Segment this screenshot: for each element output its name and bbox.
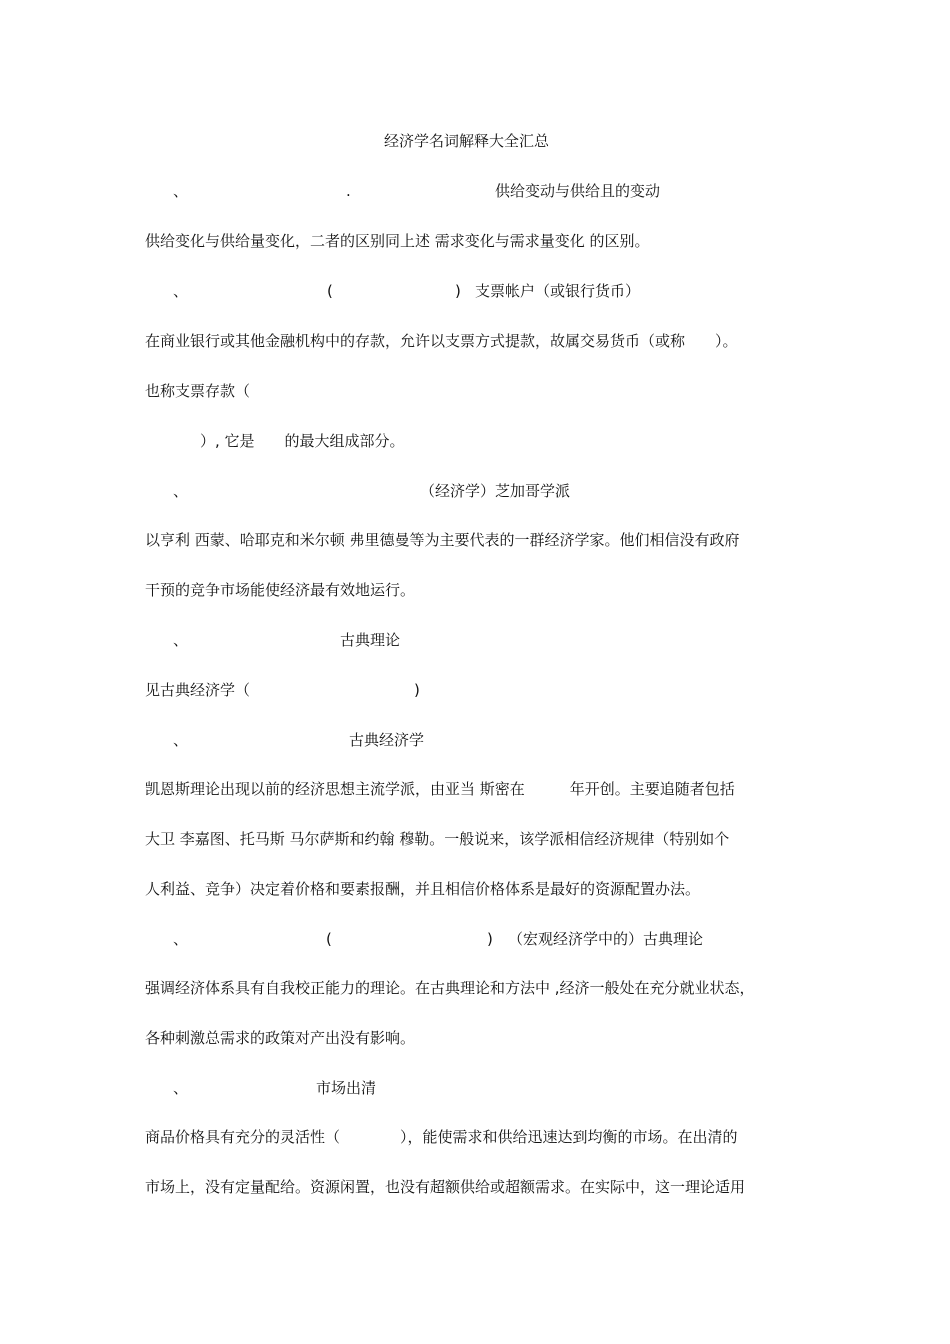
entry-body-line: 以亨利 西蒙、哈耶克和米尔顿 弗里德曼等为主要代表的一群经济学家。他们相信没有政府 xyxy=(145,531,740,549)
entry-body-line: 大卫 李嘉图、托马斯 马尔萨斯和约翰 穆勒。一般说来，该学派相信经济规律（特别如个 xyxy=(145,830,730,848)
entry-body-line: 各种刺激总需求的政策对产出没有影响。 xyxy=(145,1029,416,1047)
entry-close-paren: ) xyxy=(487,930,493,948)
entry-marker: 、 xyxy=(173,282,189,300)
entry-body-line: 商品价格具有充分的灵活性（ ），能使需求和供给迅速达到均衡的市场。在出清的 xyxy=(145,1128,738,1146)
entry-body-line: 也称支票存款（ xyxy=(145,382,251,400)
entry-body-line: 强调经济体系具有自我校正能力的理论。在古典理论和方法中 ,经济一般处在充分就业状态， xyxy=(145,979,755,997)
entry-marker: 、 xyxy=(173,482,189,500)
entry-term: 古典理论 xyxy=(340,631,401,649)
document-title: 经济学名词解释大全汇总 xyxy=(384,132,550,150)
entry-close-paren: ) xyxy=(414,681,420,699)
entry-term: 市场出清 xyxy=(316,1079,377,1097)
entry-marker: 、 xyxy=(173,1079,189,1097)
entry-marker: 、 xyxy=(173,631,189,649)
entry-body-line: 在商业银行或其他金融机构中的存款，允许以支票方式提款，故属交易货币（或称 ）。 xyxy=(145,332,738,350)
entry-body-line: 见古典经济学（ xyxy=(145,681,251,699)
entry-term: 支票帐户（或银行货币） xyxy=(475,282,641,300)
entry-dot: . xyxy=(346,182,351,200)
entry-body-line: 干预的竞争市场能使经济最有效地运行。 xyxy=(145,581,416,599)
entry-body-line: 市场上，没有定量配给。资源闲置，也没有超额供给或超额需求。在实际中，这一理论适用 xyxy=(145,1178,746,1196)
entry-open-paren: ( xyxy=(327,282,333,300)
entry-body-line: 凯恩斯理论出现以前的经济思想主流学派，由亚当 斯密在 年开创。主要追随者包括 xyxy=(145,780,735,798)
entry-close-paren: ) xyxy=(455,282,461,300)
entry-marker: 、 xyxy=(173,930,189,948)
entry-term: （经济学）芝加哥学派 xyxy=(420,482,571,500)
entry-open-paren: ( xyxy=(326,930,332,948)
entry-marker: 、 xyxy=(173,731,189,749)
entry-term: 供给变动与供给且的变动 xyxy=(495,182,661,200)
entry-term: 古典经济学 xyxy=(349,731,425,749)
entry-term: （宏观经济学中的）古典理论 xyxy=(508,930,704,948)
entry-marker: 、 xyxy=(173,182,189,200)
entry-body-line: 人利益、竞争）决定着价格和要素报酬，并且相信价格体系是最好的资源配置办法。 xyxy=(145,880,701,898)
entry-body-line: 供给变化与供给量变化，二者的区别同上述 需求变化与需求量变化 的区别。 xyxy=(145,232,650,250)
entry-body-line: ）, 它是 的最大组成部分。 xyxy=(200,432,405,450)
